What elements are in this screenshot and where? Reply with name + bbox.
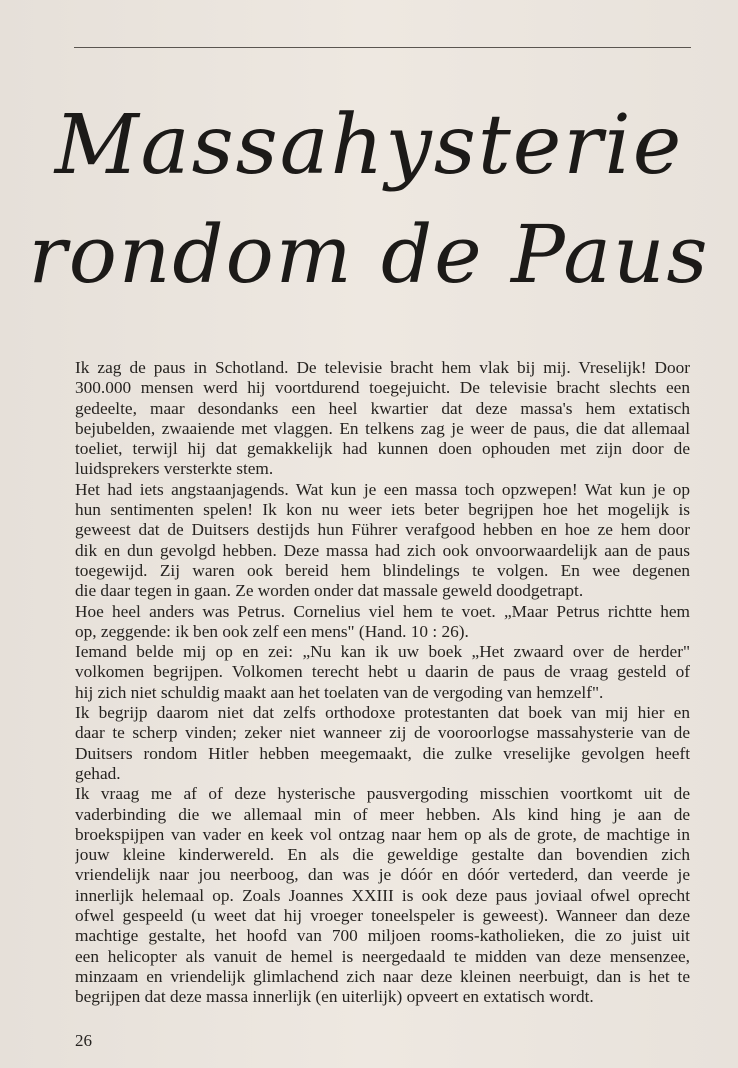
text-line: 300.000 mensen werd hij voortdurend toegejuicht. De televisie bracht slechts een bbox=[75, 378, 690, 398]
text-line: Iemand belde mij op en zei: „Nu kan ik uw boek „Het zwaard over de herder" bbox=[75, 642, 690, 662]
text-line: een helicopter als vanuit de hemel is neergedaald te midden van deze mensenzee, bbox=[75, 946, 690, 966]
paragraph bbox=[75, 642, 690, 703]
text-line: volkomen begrijpen. Volkomen terecht hebt u daarin de paus de vraag gesteld of bbox=[75, 662, 690, 682]
text-line: Duitsers rondom Hitler hebben meegemaakt, die zulke vreselijke gevolgen heeft bbox=[75, 743, 690, 763]
page-number: 26 bbox=[75, 1031, 92, 1050]
text-line: geweest dat de Duitsers destijds hun Führer verafgood hebben en hoe ze hem door bbox=[75, 520, 690, 540]
text-line: jouw kleine kinderwereld. En als die geweldige gestalte dan bovendien zich bbox=[75, 845, 690, 865]
title-line-1: Massahysterie bbox=[54, 98, 684, 193]
text-line: innerlijk helemaal op. Zoals Joannes XXIII is ook deze paus joviaal ofwel oprecht bbox=[75, 885, 690, 905]
text-line: toegewijd. Zij waren ook bereid hem blindelings te volgen. En wee degenen bbox=[75, 560, 690, 580]
text-line: luidsprekers versterkte stem. bbox=[75, 459, 274, 479]
text-line: toeliet, terwijl hij dat gemakkelijk had kunnen doen ophouden met zijn door de bbox=[75, 439, 690, 459]
article-body bbox=[75, 358, 690, 1008]
text-line: hun sentimenten spelen! Ik kon nu weer iets beter begrijpen hoe het mogelijk is bbox=[75, 500, 690, 520]
text-line: Ik begrijp daarom niet dat zelfs orthodoxe protestanten dat boek van mij hier en bbox=[75, 703, 690, 723]
text-line: Het had iets angstaanjagends. Wat kun je een massa toch opzwepen! Wat kun je op bbox=[75, 479, 690, 499]
text-line: gedeelte, maar desondanks een heel kwartier dat deze massa's hem extatisch bbox=[75, 398, 690, 418]
text-line: dik en dun gevolgd hebben. Deze massa had zich ook onvoorwaardelijk aan de paus bbox=[75, 540, 690, 560]
text-line: minzaam en vriendelijk glimlachend zich naar deze kleinen neerbuigt, dan is het te bbox=[75, 966, 690, 986]
text-line: machtige gestalte, het hoofd van 700 miljoen rooms-katholieken, die zo juist uit bbox=[75, 926, 690, 946]
text-line: hij zich niet schuldig maakt aan het toelaten van de vergoding van hemzelf". bbox=[75, 682, 604, 702]
paragraph bbox=[75, 784, 690, 1007]
paragraph bbox=[75, 480, 690, 602]
text-line: die daar tegen in gaan. Ze worden onder dat massale geweld doodgetrapt. bbox=[75, 581, 584, 601]
paragraph bbox=[75, 703, 690, 784]
text-line: bejubelden, zwaaiende met vlaggen. En telkens zag je weer de paus, die dat allemaal bbox=[75, 418, 690, 438]
paragraph bbox=[75, 358, 690, 480]
text-line: Ik zag de paus in Schotland. De televisie bracht hem vlak bij mij. Vreselijk! Door bbox=[75, 358, 690, 377]
text-line: op, zeggende: ik ben ook zelf een mens" (Hand. 10 : 26). bbox=[75, 621, 469, 641]
text-line: daar te scherp vinden; zeker niet wanneer zij de vooroorlogse massahysterie van de bbox=[75, 723, 690, 743]
text-line: gehad. bbox=[75, 763, 121, 783]
paragraph bbox=[75, 602, 690, 643]
text-line: begrijpen dat deze massa innerlijk (en uiterlijk) opveert en extatisch wordt. bbox=[75, 987, 594, 1007]
text-line: ofwel gespeeld (u weet dat hij vroeger toneelspeler is geweest). Wanneer dan deze bbox=[75, 906, 690, 926]
text-line: vaderbinding die we allemaal min of meer hebben. Als kind hing je aan de bbox=[75, 804, 690, 824]
text-line: Hoe heel anders was Petrus. Cornelius viel hem te voet. „Maar Petrus richtte hem bbox=[75, 601, 690, 621]
text-line: Ik vraag me af of deze hysterische pausvergoding misschien voortkomt uit de bbox=[75, 784, 690, 804]
text-line: broekspijpen van vader en keek vol ontzag naar hem op als de grote, de machtige in bbox=[75, 824, 690, 844]
top-rule bbox=[74, 47, 691, 48]
text-line: vriendelijk naar jou neerboog, dan was je dóór en dóór vertederd, dan veerde je bbox=[75, 865, 690, 885]
title-line-2: rondom de Paus bbox=[28, 208, 710, 301]
